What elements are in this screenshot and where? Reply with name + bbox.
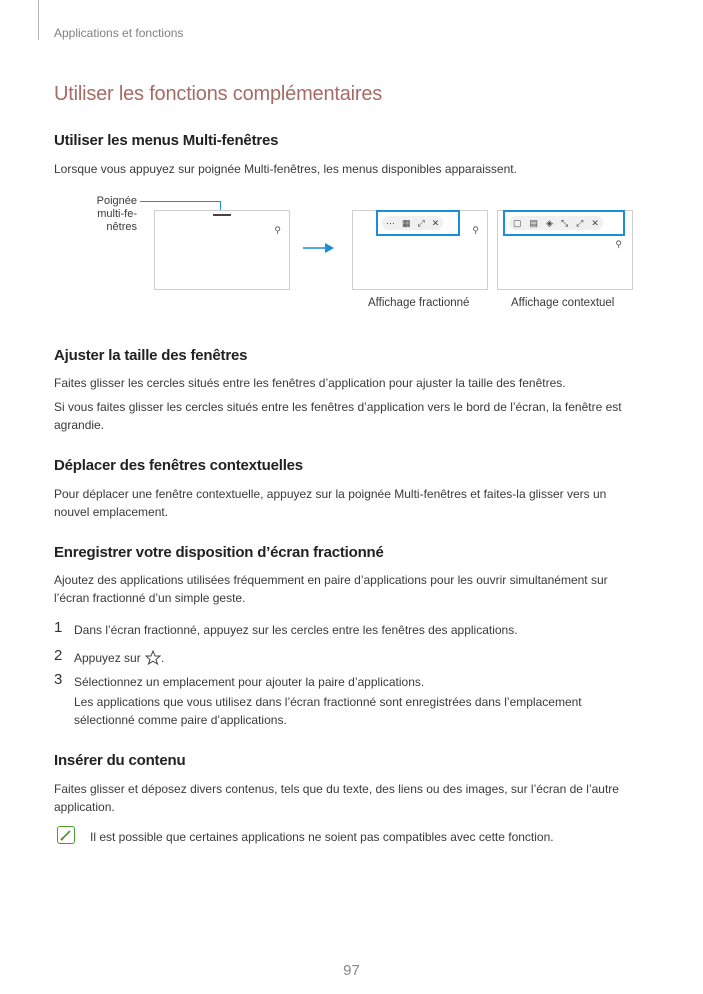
step-text: Dans l’écran fractionné, appuyez sur les cercles entre les fenêtres des applications.	[74, 623, 518, 637]
section-heading-multi-window: Utiliser les menus Multi-fenêtres	[54, 132, 279, 149]
section-text-save-layout: Ajoutez des applications utilisées fréquemment en paire d’applications pour les ouvrir simultanément sur l’écran fractionné d’un simple geste.	[54, 573, 608, 605]
expand-icon[interactable]: ⤢	[417, 217, 425, 228]
page-title: Utiliser les fonctions complémentaires	[54, 83, 383, 105]
popup-toolbar	[509, 216, 603, 230]
section-text-multi-window: Lorsque vous appuyez sur poignée Multi-fenêtres, les menus disponibles apparaissent.	[54, 162, 517, 176]
section-heading-resize: Ajuster la taille des fenêtres	[54, 347, 248, 364]
multi-window-handle[interactable]	[213, 214, 231, 216]
phone-screen-initial	[154, 210, 290, 290]
close-icon[interactable]: ✕	[591, 217, 599, 228]
close-icon[interactable]: ✕	[431, 217, 440, 228]
section-text-resize-2: Si vous faites glisser les cercles situés entre les fenêtres d’application vers le bord de l’écran, la fenêtre est agrandie.	[54, 400, 622, 432]
step-number: 1	[54, 619, 63, 636]
grid-icon[interactable]: ⋯	[386, 217, 395, 228]
caption-split-view: Affichage fractionné	[368, 297, 470, 309]
star-icon	[145, 650, 161, 665]
section-heading-move: Déplacer des fenêtres contextuelles	[54, 457, 303, 474]
section-text-move: Pour déplacer une fenêtre contextuelle, appuyez sur la poignée Multi-fenêtres et faites-la glisser vers un nouvel emplacement.	[54, 487, 607, 519]
running-header: Applications et fonctions	[54, 26, 184, 40]
minimize-icon[interactable]: ⤡	[560, 217, 569, 228]
note-pen-icon	[57, 826, 75, 844]
step-text-part: Appuyez sur	[74, 651, 141, 665]
split-toolbar	[382, 216, 443, 230]
search-icon: ⚲	[615, 239, 622, 249]
handle-label-line: multi-fe-	[97, 208, 137, 220]
step-subtext: Les applications que vous utilisez dans l’écran fractionné sont enregistrées dans l’emplacement sélectionné comme paire d’applications.	[74, 695, 582, 727]
window-icon[interactable]: ▢	[513, 217, 522, 228]
handle-label-line: nêtres	[106, 221, 137, 233]
section-text-resize-1: Faites glisser les cercles situés entre les fenêtres d’application pour ajuster la taille des fenêtres.	[54, 376, 566, 390]
step-text-part: .	[161, 651, 165, 665]
handle-leader-line	[140, 201, 220, 202]
note-text: Il est possible que certaines applications ne soient pas compatibles avec cette fonction.	[90, 830, 554, 844]
section-text-insert-content: Faites glisser et déposez divers contenus, tels que du texte, des liens ou des images, sur l’écran de l’autre application.	[54, 782, 619, 814]
transparency-icon[interactable]: ◈	[546, 217, 553, 228]
caption-popup-view: Affichage contextuel	[511, 297, 615, 309]
expand-icon[interactable]: ⤢	[576, 217, 584, 228]
arrow-right-icon	[303, 242, 335, 254]
split-toolbar-highlight	[376, 210, 460, 236]
split-icon[interactable]: ▤	[529, 217, 539, 228]
search-icon: ⚲	[472, 225, 479, 235]
section-heading-insert-content: Insérer du contenu	[54, 752, 186, 769]
handle-label	[77, 195, 137, 234]
page-number: 97	[343, 962, 360, 979]
step-number: 3	[54, 671, 63, 688]
section-heading-save-layout: Enregistrer votre disposition d’écran fractionné	[54, 544, 384, 561]
popup-toolbar-highlight	[503, 210, 625, 236]
search-icon: ⚲	[274, 225, 281, 235]
step-number: 2	[54, 647, 63, 664]
step-text: Sélectionnez un emplacement pour ajouter la paire d’applications.	[74, 675, 425, 689]
book-icon[interactable]: ▦	[402, 217, 411, 228]
handle-label-line: Poignée	[96, 195, 137, 207]
margin-rule	[38, 0, 39, 40]
step-text	[74, 649, 634, 667]
